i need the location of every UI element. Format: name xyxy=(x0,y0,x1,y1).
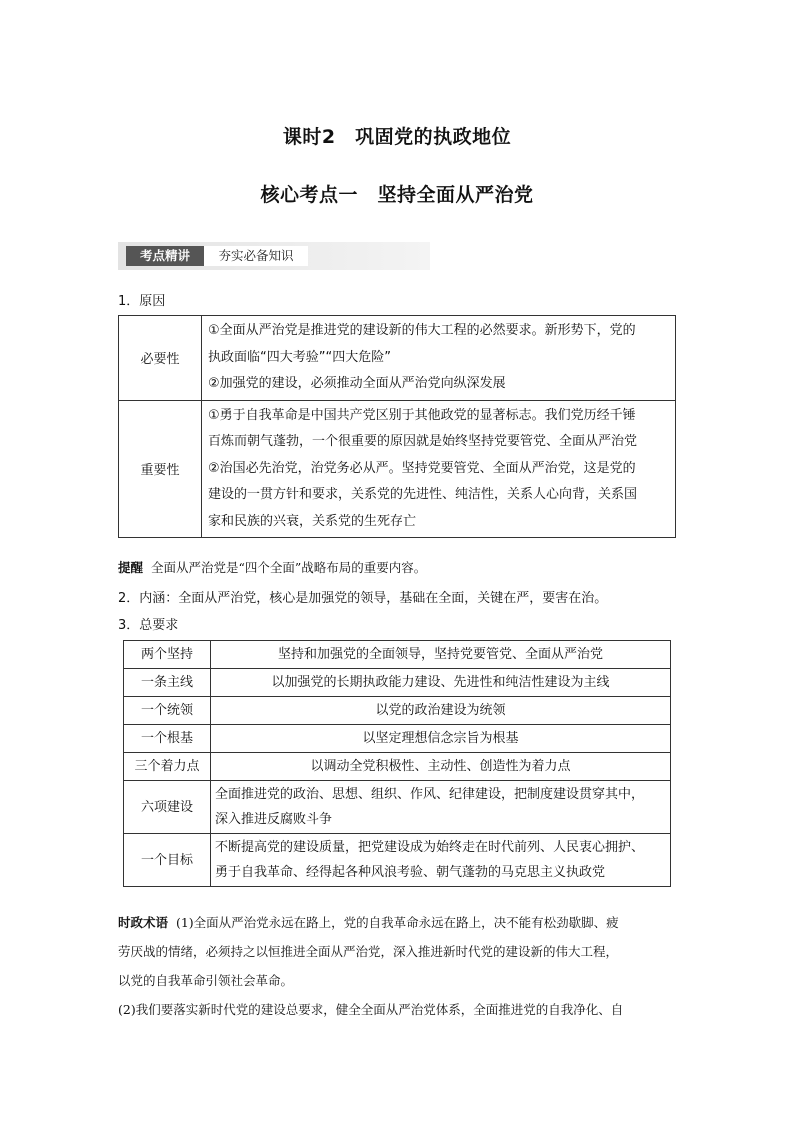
banner-tag: 考点精讲 xyxy=(126,246,204,266)
row-label: 必要性 xyxy=(119,316,202,401)
content-line: (1)全面从严治党永远在路上，党的自我革命永远在路上，决不能有松劲歇脚、疲 xyxy=(175,915,619,930)
row-label: 一个目标 xyxy=(124,834,211,887)
content-line: ①勇于自我革命是中国共产党区别于其他政党的显著标志。我们党历经千锤 xyxy=(208,407,636,423)
row-content: 以加强党的长期执政能力建设、先进性和纯洁性建设为主线 xyxy=(211,669,671,697)
section1-heading: 1．原因 xyxy=(118,294,166,309)
tip-label: 提醒 xyxy=(118,560,144,575)
row-label: 一个统领 xyxy=(124,697,211,725)
content-line: 深入推进反腐败斗争 xyxy=(215,812,333,827)
section2-text: 2．内涵：全面从严治党，核心是加强党的领导，基础在全面，关键在严，要害在治。 xyxy=(118,591,608,606)
reason-table xyxy=(118,315,676,538)
content-line: 全面推进党的政治、思想、组织、作风、纪律建设，把制度建设贯穿其中， xyxy=(215,787,645,802)
row-label: 三个着力点 xyxy=(124,753,211,781)
section-banner xyxy=(118,242,430,270)
section3-heading: 3．总要求 xyxy=(118,618,179,633)
lesson-title: 课时2 巩固党的执政地位 xyxy=(282,126,512,148)
core-point-title: 核心考点一 坚持全面从严治党 xyxy=(260,184,534,206)
content-line: 执政面临“四大考验”“四大危险” xyxy=(208,349,391,365)
row-label: 六项建设 xyxy=(124,781,211,834)
row-content: 以党的政治建设为统领 xyxy=(211,697,671,725)
row-content xyxy=(202,316,676,401)
banner-subtitle: 夯实必备知识 xyxy=(204,246,308,266)
row-content: 以坚定理想信念宗旨为根基 xyxy=(211,725,671,753)
content-line: 勇于自我革命、经得起各种风浪考验、朝气蓬勃的马克思主义执政党 xyxy=(215,865,606,880)
row-label: 重要性 xyxy=(119,400,202,538)
tip-text: 全面从严治党是“四个全面”战略布局的重要内容。 xyxy=(150,560,427,575)
content-line: 以党的自我革命引领社会革命。 xyxy=(118,973,294,988)
table-row xyxy=(124,834,671,887)
politics-terms-paragraph xyxy=(118,908,678,1024)
tip-note xyxy=(118,558,426,576)
table-row xyxy=(124,753,671,781)
table-row xyxy=(124,781,671,834)
content-line: 劳厌战的情绪，必须持之以恒推进全面从严治党，深入推进新时代党的建设新的伟大工程， xyxy=(118,944,619,959)
row-content xyxy=(211,834,671,887)
row-content: 以调动全党积极性、主动性、创造性为着力点 xyxy=(211,753,671,781)
content-line: ②治国必先治党，治党务必从严。坚持党要管党、全面从严治党，这是党的 xyxy=(208,460,636,476)
table-row xyxy=(119,316,676,401)
row-label: 两个坚持 xyxy=(124,641,211,669)
row-label: 一个根基 xyxy=(124,725,211,753)
row-content xyxy=(211,781,671,834)
table-row xyxy=(124,697,671,725)
table-row xyxy=(124,669,671,697)
table-row xyxy=(124,725,671,753)
table-row xyxy=(124,641,671,669)
row-content xyxy=(202,400,676,538)
table-row xyxy=(119,400,676,538)
content-line: 不断提高党的建设质量，把党建设成为始终走在时代前列、人民衷心拥护、 xyxy=(215,840,645,855)
content-line: 百炼而朝气蓬勃，一个很重要的原因就是始终坚持党要管党、全面从严治党 xyxy=(208,434,638,449)
row-content: 坚持和加强党的全面领导，坚持党要管党、全面从严治党 xyxy=(211,641,671,669)
content-line: ①全面从严治党是推进党的建设新的伟大工程的必然要求。新形势下，党的 xyxy=(208,323,636,338)
content-line: ②加强党的建设，必须推动全面从严治党向纵深发展 xyxy=(208,376,506,391)
requirements-table xyxy=(123,640,671,887)
row-label: 一条主线 xyxy=(124,669,211,697)
content-line: (2)我们要落实新时代党的建设总要求，健全全面从严治党体系，全面推进党的自我净化、自 xyxy=(118,1002,624,1017)
content-line: 家和民族的兴衰，关系党的生死存亡 xyxy=(208,513,417,529)
politics-terms-label: 时政术语 xyxy=(118,915,169,930)
content-line: 建设的一贯方针和要求，关系党的先进性、纯洁性，关系人心向背，关系国 xyxy=(208,487,638,502)
